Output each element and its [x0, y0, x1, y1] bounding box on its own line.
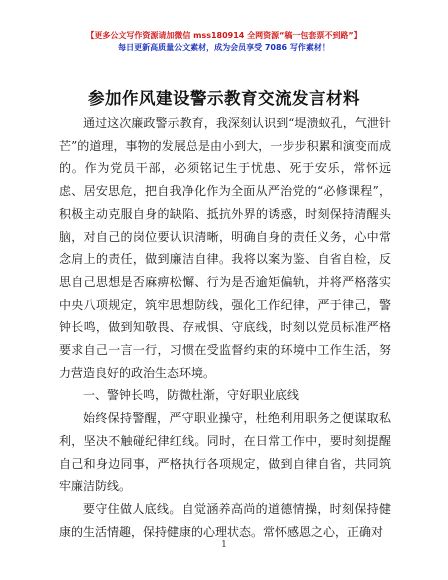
promo-banner [0, 30, 448, 54]
page-number: 1 [221, 540, 227, 550]
paragraph-bottom-line: 要守住做人底线。自觉涵养高尚的道德情操，时刻保持健康的生活情趣，保持健康的心理状态。常怀感恩之心，正确对 [59, 501, 391, 539]
paragraph-vigilance: 始终保持警醒，严守职业操守，杜绝利用职务之便谋取私利，坚决不触碰纪律红线。同时，在日常工作中，要时刻提醒自己和身边同事，严格执行各项规定，做到自律自省，共同筑牢廉洁防线。 [59, 411, 391, 494]
promo-banner-line-1: 【更多公文写作资源请加微信 mss180914 全网资源“稿一包套票不到路”】 [86, 31, 362, 40]
document-body [59, 112, 391, 543]
document-title: 参加作风建设警示教育交流发言材料 [88, 89, 360, 108]
paragraph-intro: 通过这次廉政警示教育，我深刻认识到“堤溃蚁孔，气泄针芒”的道理，事物的发展总是由小到大，一步步积累和演变而成的。作为党员干部，必须铭记生于忧患、死于安乐，常怀远虑、居安思危，把自我净化作为全面从严治党的“必修课程”，积极主动克服自身的缺陷、抵抗外界的诱惑，时刻保持清醒头脑，对自己的岗位要认识清晰，明确自身的责任义务，心中常念肩上的责任，做到廉洁自律。我将以案为鉴、自省自检，反思自己思想是否麻痹松懈、行为是否逾矩偏轨，并将严格落实中央八项规定，筑牢思想防线，强化工作纪律，严于律己，警钟长鸣，做到知敬畏、存戒惧、守底线，时刻以党员标准严格要求自己一言一行，习惯在受监督约束的环境中工作生活，努力营造良好的政治生态环境。 [59, 116, 391, 380]
section-heading-1: 一、警钟长鸣，防微杜渐，守好职业底线 [83, 388, 300, 403]
promo-banner-line-2: 每日更新高质量公文素材，成为会员享受 7086 写作素材！ [118, 43, 330, 52]
